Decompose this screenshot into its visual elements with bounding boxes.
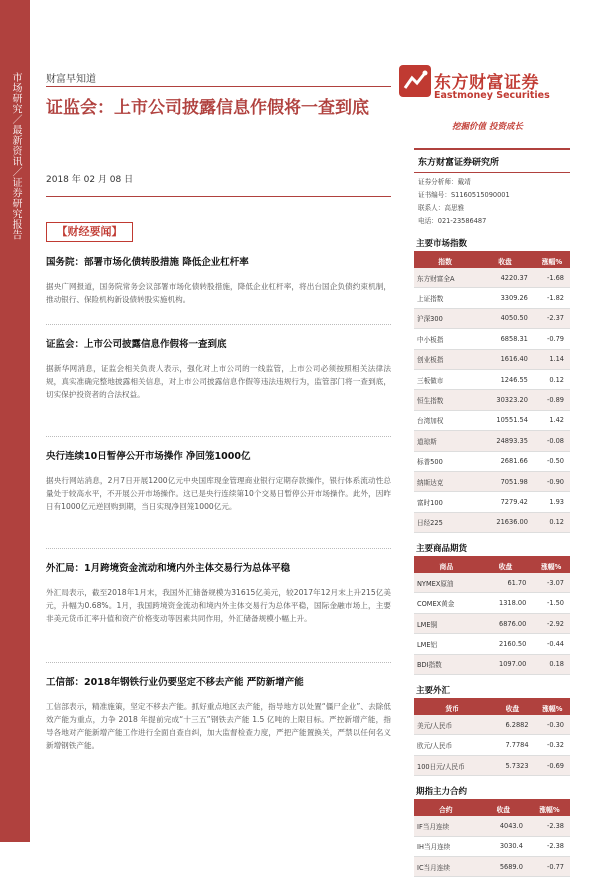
table-cell: 7.7784 <box>490 735 534 755</box>
column-header: 涨幅% <box>529 801 570 816</box>
column-header: 收盘 <box>476 253 534 268</box>
table-cell: IF当月连续 <box>414 816 478 836</box>
table-cell: 0.12 <box>534 512 570 532</box>
table-row <box>414 634 570 654</box>
table-cell: -0.44 <box>532 634 570 654</box>
table-cell: 21636.00 <box>476 512 534 532</box>
table-row <box>414 369 570 389</box>
table-row <box>414 268 570 288</box>
report-date: 2018 年 02 月 08 日 <box>46 175 134 185</box>
sidebar-label: 市场研究／最新资讯／证券研究报告 <box>10 72 21 240</box>
news-body: 据新华网消息，证监会相关负责人表示，强化对上市公司的一线监管，上市公司必须按照相关法律法规，真实准确完整地披露相关信息，对上市公司披露信息作假等违法违规行为，监管部门将一查到底，切实保护投资者的合法权益。 <box>46 364 391 399</box>
table-row <box>414 308 570 328</box>
table-cell: 2160.50 <box>479 634 533 654</box>
table-cell: -0.50 <box>534 451 570 471</box>
table-row <box>414 410 570 430</box>
table-row <box>414 836 570 856</box>
table-row <box>414 613 570 633</box>
market-table <box>414 801 570 877</box>
table-cell: -1.82 <box>534 288 570 308</box>
table-cell: -0.32 <box>535 735 570 755</box>
phone-line: 电话：021-23586487 <box>418 217 487 225</box>
table-row <box>414 512 570 532</box>
table-cell: 7051.98 <box>476 471 534 491</box>
report-series: 财富早知道 <box>46 74 96 85</box>
table-cell: 1097.00 <box>479 654 533 674</box>
column-header: 收盘 <box>490 700 534 715</box>
research-org: 东方财富证券研究所 <box>414 148 570 173</box>
table-cell: -0.90 <box>534 471 570 491</box>
table-cell: 10551.54 <box>476 410 534 430</box>
table-cell: BDI指数 <box>414 654 479 674</box>
table-cell: -0.79 <box>534 329 570 349</box>
table-cell: 东方财富全A <box>414 268 476 288</box>
date-rule <box>46 196 391 197</box>
divider <box>46 324 391 325</box>
table-cell: 沪深300 <box>414 308 476 328</box>
table-cell: 6.2882 <box>490 715 534 735</box>
news-title: 央行连续10日暂停公开市场操作 净回笼1000亿 <box>46 451 251 462</box>
market-table <box>414 253 570 533</box>
table-cell: -0.69 <box>535 755 570 775</box>
table-cell: 30323.20 <box>476 390 534 410</box>
table-cell: 2681.66 <box>476 451 534 471</box>
table-cell: -2.37 <box>534 308 570 328</box>
column-header: 涨幅% <box>532 558 570 573</box>
table-cell: 纳斯达克 <box>414 471 476 491</box>
divider <box>46 548 391 549</box>
table-cell: 61.70 <box>479 573 533 593</box>
table-row <box>414 755 570 775</box>
market-tables <box>414 237 570 877</box>
table-cell: 日经225 <box>414 512 476 532</box>
table-cell: 道琼斯 <box>414 431 476 451</box>
news-body: 据央行网站消息，2月7日开展1200亿元中央国库现金管理商业银行定期存款操作，银行体系流动性总量处于较高水平，不开展公开市场操作。这已是央行连续第10个交易日暂停公开市场操作。此外，因昨日有1000亿元逆回购到期，当日实现净回笼1000亿元。 <box>46 476 391 511</box>
column-header: 指数 <box>414 253 476 268</box>
column-header: 商品 <box>414 558 479 573</box>
column-header: 合约 <box>414 801 478 816</box>
contact-line: 联系人：高思雅 <box>418 204 465 212</box>
table-row <box>414 390 570 410</box>
table-row <box>414 451 570 471</box>
table-cell: 24893.35 <box>476 431 534 451</box>
table-row <box>414 816 570 836</box>
table-cell: -0.30 <box>535 715 570 735</box>
table-cell: 三板做市 <box>414 369 476 389</box>
news-item <box>46 676 391 752</box>
table-cell: IC当月连续 <box>414 856 478 876</box>
table-row <box>414 288 570 308</box>
table-cell: 1616.40 <box>476 349 534 369</box>
table-cell: 上证指数 <box>414 288 476 308</box>
news-title: 外汇局：1月跨境资金流动和境内外主体交易行为总体平稳 <box>46 563 291 574</box>
news-body: 外汇局表示，截至2018年1月末，我国外汇储备规模为31615亿美元，较2017年12月末上升215亿美元，升幅为0.68%。1月，我国跨境资金流动和境内外主体交易行为总体平稳，国际金融市场上，主要非美元货币汇率升值和资产价格变动等因素共同作用，外汇储备规模小幅上升。 <box>46 588 391 623</box>
table-cell: 台湾加权 <box>414 410 476 430</box>
market-sidebar <box>414 148 570 877</box>
news-item <box>46 450 391 513</box>
table-cell: 美元/人民币 <box>414 715 490 735</box>
table-cell: 100日元/人民币 <box>414 755 490 775</box>
table-cell: -0.08 <box>534 431 570 451</box>
table-cell: -3.07 <box>532 573 570 593</box>
page-title: 证监会：上市公司披露信息作假将一查到底 <box>46 98 369 118</box>
table-cell: COMEX黄金 <box>414 593 479 613</box>
table-cell: 1318.00 <box>479 593 533 613</box>
market-table <box>414 558 570 675</box>
table-row <box>414 431 570 451</box>
column-header: 涨幅% <box>534 253 570 268</box>
column-header: 收盘 <box>478 801 529 816</box>
table-row <box>414 471 570 491</box>
market-table <box>414 700 570 776</box>
table-cell: 4050.50 <box>476 308 534 328</box>
table-cell: 5689.0 <box>478 856 529 876</box>
table-cell: 0.12 <box>534 369 570 389</box>
table-cell: -0.77 <box>529 856 570 876</box>
table-cell: NYMEX原油 <box>414 573 479 593</box>
table-cell: 0.18 <box>532 654 570 674</box>
table-row <box>414 856 570 876</box>
news-title: 证监会：上市公司披露信息作假将一查到底 <box>46 339 227 350</box>
table-cell: 1.14 <box>534 349 570 369</box>
news-body: 据央广网报道，国务院常务会议部署市场化债转股措施，降低企业杠杆率，将出台国企负债约束机制，推动银行、保险机构新设债转股实施机构。 <box>46 282 391 304</box>
news-item <box>46 338 391 401</box>
table-cell: 4220.37 <box>476 268 534 288</box>
table-row <box>414 593 570 613</box>
news-body: 工信部表示，精准施策，坚定不移去产能。抓好重点地区去产能，指导地方以处置“僵尸企业”、去除低效产能为重点，力争 2018 年提前完成“十三五”钢铁去产能 1.5 亿吨的上限目标。严控新增产能，指导各地对产能新增产能工作进行全面自查自纠，加大监督检查力度，严把产能置换关，严禁以任何名义新增钢铁产能。 <box>46 702 391 750</box>
table-title: 主要外汇 <box>414 684 570 700</box>
eastmoney-logo-icon <box>398 64 432 98</box>
cert-line: 证书编号：S1160515090001 <box>418 191 510 199</box>
news-item <box>46 562 391 625</box>
table-cell: 6858.31 <box>476 329 534 349</box>
table-cell: -1.50 <box>532 593 570 613</box>
news-title: 工信部：2018年钢铁行业仍要坚定不移去产能 严防新增产能 <box>46 677 304 688</box>
table-cell: 1246.55 <box>476 369 534 389</box>
table-cell: -0.89 <box>534 390 570 410</box>
table-cell: 中小板指 <box>414 329 476 349</box>
column-header: 涨幅% <box>535 700 570 715</box>
table-cell: 3309.26 <box>476 288 534 308</box>
table-cell: 7279.42 <box>476 492 534 512</box>
divider <box>46 436 391 437</box>
table-title: 期指主力合约 <box>414 785 570 801</box>
table-row <box>414 349 570 369</box>
table-cell: 6876.00 <box>479 613 533 633</box>
table-cell: 创业板指 <box>414 349 476 369</box>
header-rule <box>46 86 391 87</box>
table-cell: LME铜 <box>414 613 479 633</box>
brand-name-en: Eastmoney Securities <box>434 90 550 101</box>
table-cell: 4043.0 <box>478 816 529 836</box>
table-cell: LME铝 <box>414 634 479 654</box>
table-row <box>414 654 570 674</box>
table-row <box>414 573 570 593</box>
table-cell: -2.92 <box>532 613 570 633</box>
table-row <box>414 492 570 512</box>
news-item <box>46 256 391 306</box>
table-cell: 5.7323 <box>490 755 534 775</box>
table-row <box>414 329 570 349</box>
table-cell: 1.93 <box>534 492 570 512</box>
table-cell: 3030.4 <box>478 836 529 856</box>
table-title: 主要商品期货 <box>414 542 570 558</box>
news-title: 国务院：部署市场化债转股措施 降低企业杠杆率 <box>46 257 249 268</box>
divider <box>46 662 391 663</box>
table-cell: 标普500 <box>414 451 476 471</box>
column-header: 货币 <box>414 700 490 715</box>
table-title: 主要市场指数 <box>414 237 570 253</box>
table-cell: -2.38 <box>529 816 570 836</box>
table-cell: 1.42 <box>534 410 570 430</box>
table-cell: -1.68 <box>534 268 570 288</box>
table-row <box>414 735 570 755</box>
section-label: 【财经要闻】 <box>46 222 133 242</box>
brand-name-cn: 东方财富证券 <box>434 73 539 93</box>
column-header: 收盘 <box>479 558 533 573</box>
table-cell: 恒生指数 <box>414 390 476 410</box>
analyst-line: 证券分析师：戴靖 <box>418 178 471 186</box>
table-cell: 富时100 <box>414 492 476 512</box>
table-cell: IH当月连续 <box>414 836 478 856</box>
brand-slogan: 挖掘价值 投资成长 <box>452 122 523 132</box>
table-row <box>414 715 570 735</box>
table-cell: 欧元/人民币 <box>414 735 490 755</box>
table-cell: -2.38 <box>529 836 570 856</box>
